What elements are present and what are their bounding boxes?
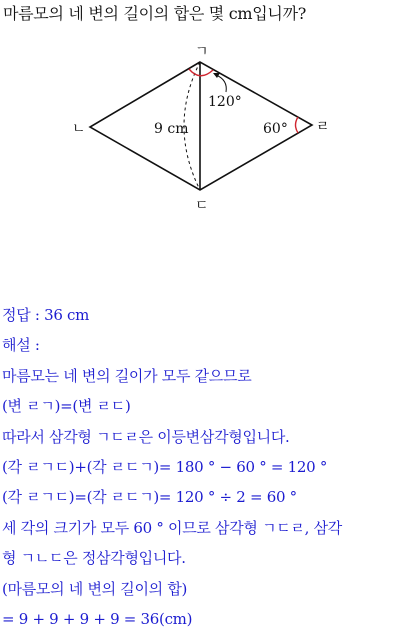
explanation-line: 따라서 삼각형 ㄱㄷㄹ은 이등변삼각형입니다. (2, 427, 290, 446)
vertex-label-left: ㄴ (72, 121, 86, 137)
explanation-line: 마름모는 네 변의 길이가 모두 같으므로 (2, 366, 252, 385)
explanation-line: = 9 + 9 + 9 + 9 = 36(cm) (2, 609, 193, 628)
diagonal-length-label: 9 cm (154, 121, 189, 137)
vertex-label-bottom: ㄷ (195, 198, 209, 214)
angle-pointer-arrow (216, 75, 226, 92)
explanation-line: (마름모의 네 변의 길이의 합) (2, 579, 188, 598)
vertex-label-top: ㄱ (195, 44, 209, 60)
angle-label-right: 60° (263, 121, 288, 137)
explanation-line: (변 ㄹㄱ)=(변 ㄹㄷ) (2, 397, 131, 416)
rhombus-figure (0, 0, 400, 300)
explanation-line: 세 각의 크기가 모두 60 ° 이므로 삼각형 ㄱㄷㄹ, 삼각 (2, 518, 342, 537)
arrow-head (213, 73, 220, 78)
vertex-label-right: ㄹ (316, 119, 330, 135)
explanation-line: (각 ㄹㄱㄷ)+(각 ㄹㄷㄱ)= 180 ° − 60 ° = 120 ° (2, 457, 328, 476)
explanation-line: 형 ㄱㄴㄷ은 정삼각형입니다. (2, 549, 186, 568)
answer-line: 정답 : 36 cm (2, 306, 90, 324)
angle-arc-right (296, 117, 299, 133)
angle-arc-top (189, 69, 213, 76)
question-text: 마름모의 네 변의 길이의 합은 몇 cm입니까? (3, 4, 307, 23)
answer-explanation (2, 300, 398, 634)
angle-label-top: 120° (208, 94, 242, 110)
explanation-heading: 해설 : (2, 336, 40, 355)
explanation-line: (각 ㄹㄱㄷ)=(각 ㄹㄷㄱ)= 120 ° ÷ 2 = 60 ° (2, 488, 297, 507)
